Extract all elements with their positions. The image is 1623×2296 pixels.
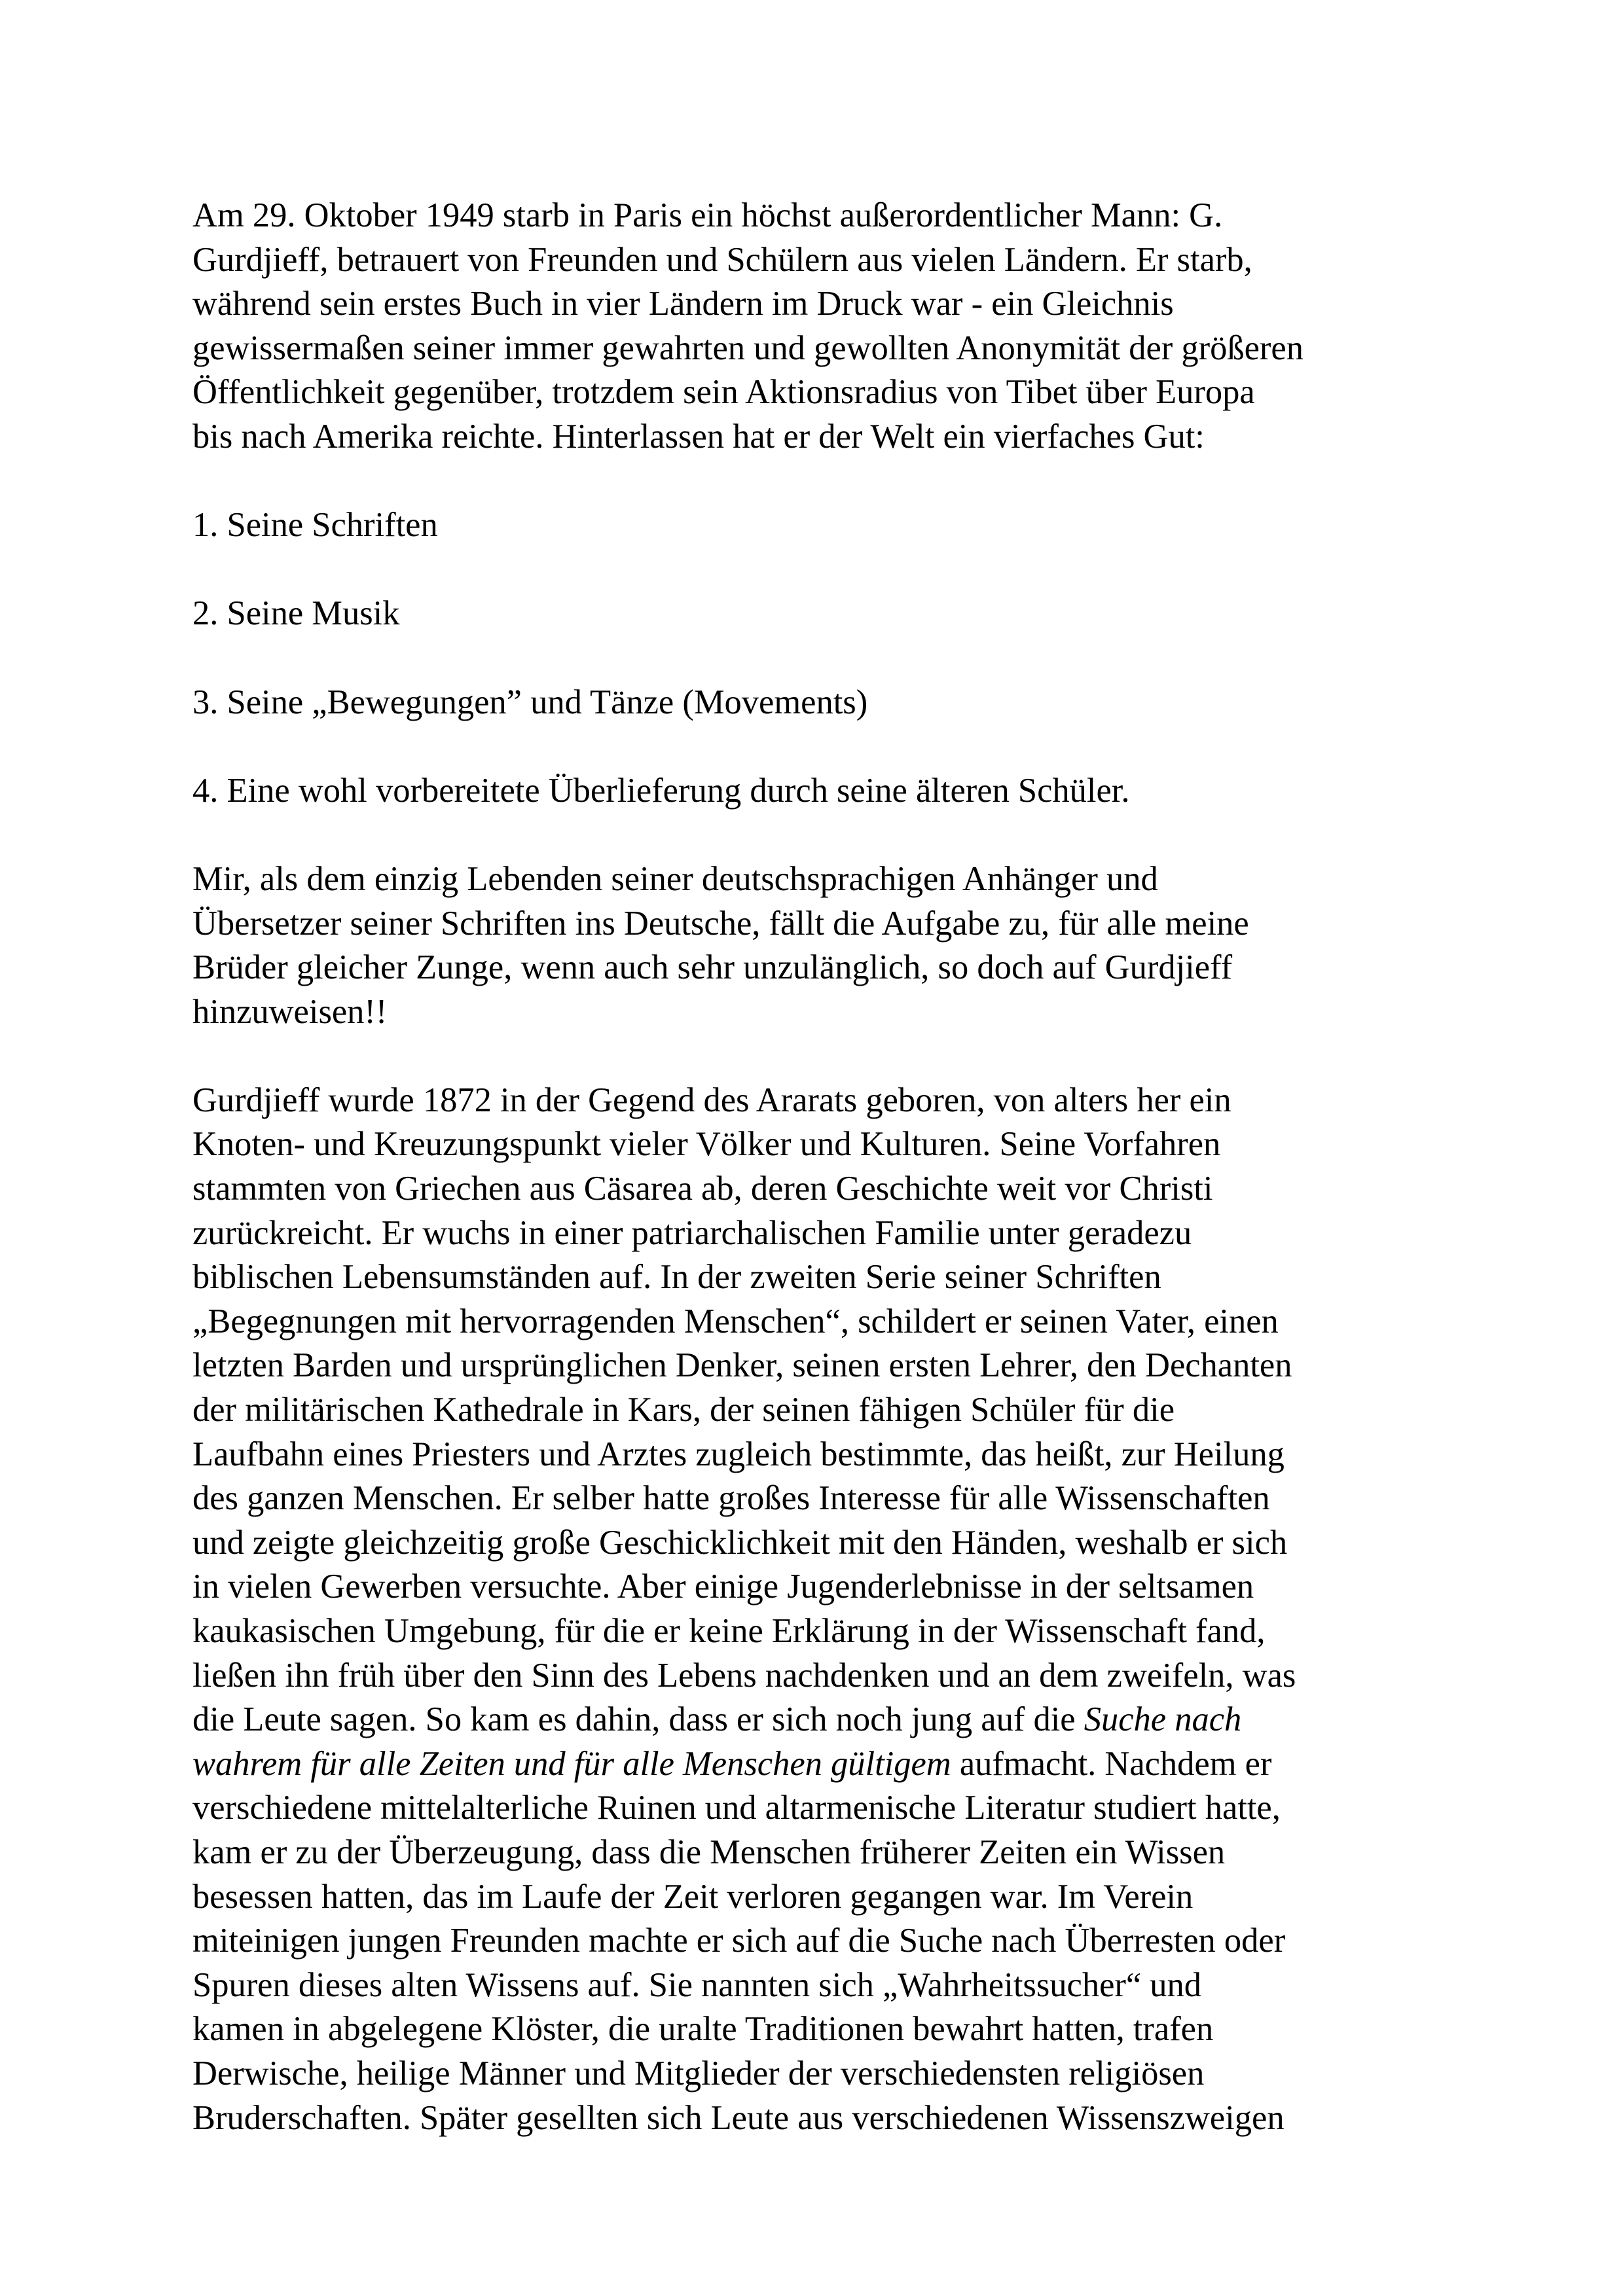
list-item: 1. Seine Schriften — [192, 506, 438, 545]
italic-emphasis: wahrem für alle Zeiten und für alle Menschen gültigem — [192, 1744, 951, 1783]
text-line: letzten Barden und ursprünglichen Denker, seinen ersten Lehrer, den Dechanten — [192, 1346, 1292, 1385]
list-item: 2. Seine Musik — [192, 594, 400, 633]
text-line: „Begegnungen mit hervorragenden Menschen“, schildert er seinen Vater, einen — [192, 1302, 1279, 1340]
text-line: während sein erstes Buch in vier Ländern im Druck war - ein Gleichnis — [192, 285, 1174, 323]
list-item: 4. Eine wohl vorbereitete Überlieferung durch seine älteren Schüler. — [192, 771, 1130, 810]
text-line: Gurdjieff, betrauert von Freunden und Schülern aus vielen Ländern. Er starb, — [192, 240, 1252, 279]
text-line: Knoten- und Kreuzungspunkt vieler Völker und Kulturen. Seine Vorfahren — [192, 1125, 1221, 1164]
text-line: Bruderschaften. Später gesellten sich Leute aus verschiedenen Wissenszweigen — [192, 2098, 1285, 2137]
translator-paragraph — [192, 857, 1446, 1034]
text-line: zurückreicht. Er wuchs in einer patriarchalischen Familie unter geradezu — [192, 1213, 1192, 1252]
text-line: stammten von Griechen aus Cäsarea ab, deren Geschichte weit vor Christi — [192, 1170, 1213, 1208]
text-line: der militärischen Kathedrale in Kars, der seinen fähigen Schüler für die — [192, 1391, 1175, 1429]
text-line: Derwische, heilige Männer und Mitglieder der verschiedensten religiösen — [192, 2054, 1205, 2092]
text-line: kamen in abgelegene Klöster, die uralte Traditionen bewahrt hatten, trafen — [192, 2010, 1214, 2049]
text-line — [192, 1698, 1446, 1742]
text-line: biblischen Lebensumständen auf. In der zweiten Serie seiner Schriften — [192, 1258, 1161, 1297]
text-line: in vielen Gewerben versuchte. Aber einige Jugenderlebnisse in der seltsamen — [192, 1568, 1254, 1606]
text-line: Laufbahn eines Priesters und Arztes zugleich bestimmte, das heißt, zur Heilung — [192, 1435, 1285, 1473]
text-line: Am 29. Oktober 1949 starb in Paris ein höchst außerordentlicher Mann: G. — [192, 196, 1223, 234]
text-line: besessen hatten, das im Laufe der Zeit verloren gegangen war. Im Verein — [192, 1877, 1194, 1916]
text-line: bis nach Amerika reichte. Hinterlassen hat er der Welt ein vierfaches Gut: — [192, 417, 1205, 456]
text-line — [192, 1742, 1446, 1787]
text-line: ließen ihn früh über den Sinn des Lebens nachdenken und an dem zweifeln, was — [192, 1656, 1296, 1695]
text-line: verschiedene mittelalterliche Ruinen und altarmenische Literatur studiert hatte, — [192, 1789, 1281, 1827]
text-segment: die Leute sagen. So kam es dahin, dass er sich noch jung auf die — [192, 1700, 1084, 1739]
text-line: Übersetzer seiner Schriften ins Deutsche, fällt die Aufgabe zu, für alle meine — [192, 904, 1249, 942]
text-segment: aufmacht. Nachdem er — [951, 1744, 1272, 1783]
italic-emphasis: Suche nach — [1084, 1700, 1242, 1739]
text-line: Gurdjieff wurde 1872 in der Gegend des Ararats geboren, von alters her ein — [192, 1081, 1231, 1119]
document-body — [192, 194, 1446, 2185]
text-line: des ganzen Menschen. Er selber hatte großes Interesse für alle Wissenschaften — [192, 1479, 1270, 1518]
text-line: Öffentlichkeit gegenüber, trotzdem sein Aktionsradius von Tibet über Europa — [192, 373, 1255, 412]
text-line: Brüder gleicher Zunge, wenn auch sehr unzulänglich, so doch auf Gurdjieff — [192, 948, 1233, 987]
text-line: Mir, als dem einzig Lebenden seiner deutschsprachigen Anhänger und — [192, 859, 1158, 898]
intro-paragraph — [192, 194, 1446, 459]
text-line: kaukasischen Umgebung, für die er keine Erklärung in der Wissenschaft fand, — [192, 1612, 1266, 1650]
text-line: und zeigte gleichzeitig große Geschicklichkeit mit den Händen, weshalb er sich — [192, 1523, 1288, 1562]
text-line: hinzuweisen!! — [192, 992, 388, 1031]
text-line: kam er zu der Überzeugung, dass die Menschen früherer Zeiten ein Wissen — [192, 1833, 1226, 1871]
text-line: Spuren dieses alten Wissens auf. Sie nannten sich „Wahrheitssucher“ und — [192, 1965, 1202, 2004]
text-line: gewissermaßen seiner immer gewahrten und gewollten Anonymität der größeren — [192, 329, 1304, 367]
text-line: miteinigen jungen Freunden machte er sich auf die Suche nach Überresten oder — [192, 1922, 1286, 1960]
biography-paragraph — [192, 1079, 1446, 2140]
list-item: 3. Seine „Bewegungen” und Tänze (Movements) — [192, 683, 868, 721]
